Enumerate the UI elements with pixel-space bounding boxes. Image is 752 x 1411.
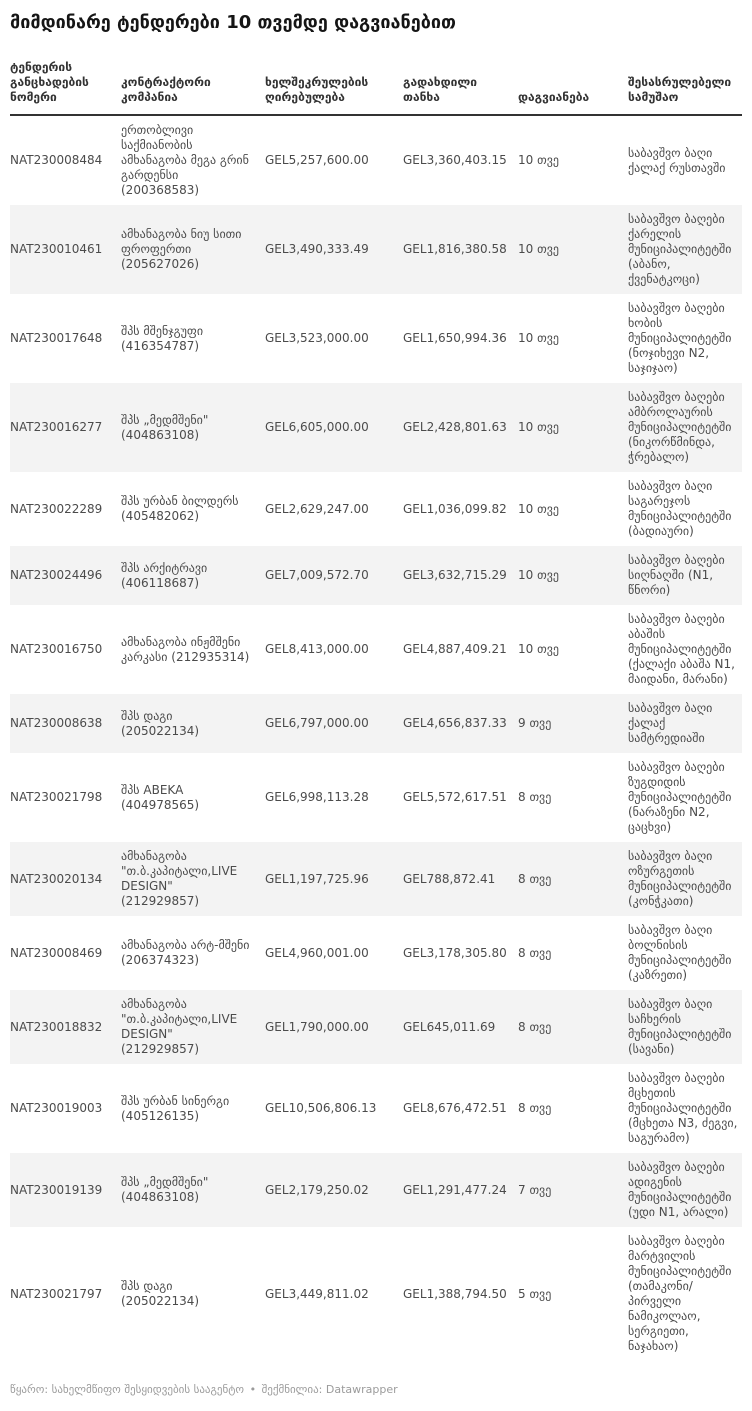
table-cell: NAT230019003 — [10, 1101, 103, 1115]
table-cell: GEL1,291,477.24 — [403, 1182, 507, 1197]
table-cell: ერთობლივი საქმიანობის ამხანაგობა მეგა გრინ გარდენსი (200368583) — [121, 123, 249, 197]
table-cell: GEL5,257,600.00 — [265, 153, 369, 167]
table-cell: 10 თვე — [518, 242, 559, 256]
table-cell: 10 თვე — [518, 642, 559, 656]
table-cell: NAT230008469 — [10, 945, 103, 960]
table-cell: 10 თვე — [518, 153, 559, 167]
table-cell: ამხანაგობა "თ.ბ.კაპიტალი,LIVE DESIGN" (212929857) — [121, 849, 238, 908]
table-row — [10, 472, 742, 546]
table-cell: 10 თვე — [518, 331, 559, 345]
table-cell: საბავშვო ბაღები ადიგენის მუნიციპალიტეტში (უდი N1, არალი) — [628, 1160, 732, 1219]
table-cell: GEL3,632,715.29 — [403, 568, 507, 582]
table-cell: GEL5,572,617.51 — [403, 790, 507, 804]
table-cell: NAT230016277 — [10, 420, 103, 434]
table-row — [10, 605, 742, 694]
column-header-2: ხელშეკრულების ღირებულება — [265, 60, 403, 115]
table-row — [10, 115, 742, 205]
table-cell: 10 თვე — [518, 501, 559, 516]
column-header-3: გადახდილი თანხა — [403, 60, 518, 115]
table-cell: NAT230018832 — [10, 1019, 103, 1034]
table-cell: GEL3,490,333.49 — [265, 242, 369, 256]
table-cell: 9 თვე — [518, 716, 552, 730]
table-cell: NAT230022289 — [10, 501, 103, 516]
table-row — [10, 753, 742, 842]
table-cell: 8 თვე — [518, 1019, 552, 1034]
table-cell: GEL6,797,000.00 — [265, 716, 369, 730]
table-cell: შპს მშენჯგუფი (416354787) — [121, 323, 204, 353]
table-row — [10, 916, 742, 990]
column-header-0: ტენდერის განცხადების ნომერი — [10, 60, 121, 115]
table-cell: საბავშვო ბაღები ამბროლაურის მუნიციპალიტეტში (ნიკორწმინდა, ჭრებალო) — [628, 390, 732, 464]
table-cell: საბავშვო ბაღი საჩხერის მუნიციპალიტეტში (სავანი) — [628, 997, 732, 1056]
footer-separator: • — [249, 1383, 257, 1396]
table-row — [10, 1227, 742, 1361]
table-cell: საბავშვო ბაღი ოზურგეთის მუნიციპალიტეტში (კონჭკათი) — [628, 849, 732, 908]
table-cell: შპს ურბან სინერგი (405126135) — [121, 1093, 230, 1123]
table-cell: GEL1,388,794.50 — [403, 1286, 507, 1301]
table-cell: საბავშვო ბაღები მცხეთის მუნიციპალიტეტში (მცხეთა N3, ძეგვი, საგურამო) — [628, 1071, 738, 1145]
table-cell: NAT230021797 — [10, 1286, 103, 1301]
table-cell: GEL1,790,000.00 — [265, 1019, 369, 1034]
table-cell: GEL2,428,801.63 — [403, 420, 507, 434]
table-cell: GEL645,011.69 — [403, 1019, 496, 1034]
table-cell: GEL1,197,725.96 — [265, 871, 369, 886]
table-cell: GEL2,629,247.00 — [265, 501, 369, 516]
table-cell: NAT230020134 — [10, 871, 103, 886]
table-cell: 8 თვე — [518, 1101, 552, 1115]
table-cell: შპს ურბან ბილდერს (405482062) — [121, 494, 239, 523]
table-cell: შპს დაგი (205022134) — [121, 708, 200, 738]
table-cell: GEL1,816,380.58 — [403, 242, 507, 256]
table-cell: GEL7,009,572.70 — [265, 568, 369, 582]
table-cell: საბავშვო ბაღები მარტვილის მუნიციპალიტეტში (თამაკონი/პირველი ნამიკოლაო, სერგიეთი, ნაჯახაო) — [628, 1234, 732, 1353]
source-line — [10, 1383, 742, 1397]
table-cell: საბავშვო ბაღი ქალაქ სამტრედიაში — [628, 701, 713, 745]
table-cell: NAT230008484 — [10, 153, 103, 167]
table-cell: NAT230017648 — [10, 331, 103, 345]
table-row — [10, 842, 742, 916]
table-cell: NAT230019139 — [10, 1182, 103, 1197]
table-cell: ამხანაგობა ინჟმშენი კარკასი (212935314) — [121, 634, 250, 664]
table-cell: საბავშვო ბაღები ქარელის მუნიციპალიტეტში (აბანო, ქვენატკოცი) — [628, 212, 732, 286]
created-with-label: შექმნილია: — [261, 1383, 323, 1396]
table-cell: შპს „მედმშენი" (404863108) — [121, 1175, 209, 1204]
table-cell: GEL8,413,000.00 — [265, 642, 369, 656]
table-cell: GEL6,998,113.28 — [265, 790, 369, 804]
table-row — [10, 1153, 742, 1227]
table-cell: GEL4,960,001.00 — [265, 945, 369, 960]
table-cell: საბავშვო ბაღები აბაშის მუნიციპალიტეტში (ქალაქი აბაშა N1, მაიდანი, მარანი) — [628, 612, 735, 686]
table-cell: 10 თვე — [518, 420, 559, 434]
table-cell: შპს ABEKA (404978565) — [121, 782, 200, 812]
table-header — [10, 60, 742, 115]
table-row — [10, 546, 742, 605]
table-cell: NAT230010461 — [10, 242, 103, 256]
table-cell: GEL1,036,099.82 — [403, 501, 507, 516]
table-cell: საბავშვო ბაღი საგარეჯოს მუნიციპალიტეტში (ბადიაური) — [628, 479, 732, 538]
table-cell: GEL3,523,000.00 — [265, 331, 369, 345]
table-cell: საბავშვო ბაღი ბოლნისის მუნიციპალიტეტში (კაზრეთი) — [628, 923, 732, 982]
table-row — [10, 1064, 742, 1153]
table-cell: GEL3,360,403.15 — [403, 153, 507, 167]
table-cell: GEL4,656,837.33 — [403, 716, 507, 730]
table-row — [10, 694, 742, 753]
table-cell: შპს „მედმშენი" (404863108) — [121, 412, 209, 442]
table-cell: GEL10,506,806.13 — [265, 1101, 377, 1115]
table-cell: 5 თვე — [518, 1286, 552, 1301]
source-label: წყარო: — [10, 1383, 49, 1396]
chart-title: მიმდინარე ტენდერები 10 თვემდე დაგვიანებით — [10, 12, 456, 33]
table-cell: საბავშვო ბაღები ზუგდიდის მუნიციპალიტეტში (ნარაზენი N2, ცაცხვი) — [628, 760, 732, 834]
table-row — [10, 294, 742, 383]
table-cell: ამხანაგობა "თ.ბ.კაპიტალი,LIVE DESIGN" (212929857) — [121, 997, 238, 1056]
table-cell: შპს არქიტრავი (406118687) — [121, 560, 208, 590]
column-header-5: შესასრულებელი სამუშაო — [628, 60, 742, 115]
table-cell: 7 თვე — [518, 1182, 552, 1197]
table-row — [10, 383, 742, 472]
table-cell: GEL1,650,994.36 — [403, 331, 507, 345]
table-cell: NAT230024496 — [10, 568, 103, 582]
column-header-4: დაგვიანება — [518, 60, 628, 115]
table-cell: 8 თვე — [518, 871, 552, 886]
table-header-row — [10, 60, 742, 115]
table-cell: ამხანაგობა არტ-მშენი (206374323) — [121, 938, 250, 967]
table-cell: GEL788,872.41 — [403, 871, 496, 886]
table-cell: GEL3,449,811.02 — [265, 1286, 369, 1301]
table-cell: GEL3,178,305.80 — [403, 945, 507, 960]
table-cell: NAT230008638 — [10, 716, 103, 730]
table-cell: 10 თვე — [518, 568, 559, 582]
table-row — [10, 990, 742, 1064]
table-cell: NAT230021798 — [10, 790, 103, 804]
column-header-1: კონტრაქტორი კომპანია — [121, 60, 265, 115]
tenders-table — [10, 60, 742, 1361]
table-body — [10, 115, 742, 1361]
table-cell: GEL6,605,000.00 — [265, 420, 369, 434]
source-name: სახელმწიფო შესყიდვების სააგენტო — [51, 1383, 245, 1396]
table-cell: GEL2,179,250.02 — [265, 1182, 369, 1197]
table-cell: GEL8,676,472.51 — [403, 1101, 507, 1115]
table-cell: GEL4,887,409.21 — [403, 642, 507, 656]
table-cell: NAT230016750 — [10, 642, 103, 656]
table-cell: საბავშვო ბაღები ხობის მუნიციპალიტეტში (ნოჯიხევი N2, საჯიჯაო) — [628, 301, 732, 375]
table-cell: საბავშვო ბაღები სიღნაღში (N1, წნორი) — [628, 553, 725, 597]
table-cell: საბავშვო ბაღი ქალაქ რუსთავში — [628, 145, 726, 175]
table-cell: 8 თვე — [518, 945, 552, 960]
table-row — [10, 205, 742, 294]
table-cell: 8 თვე — [518, 790, 552, 804]
datawrapper-link[interactable]: Datawrapper — [325, 1383, 398, 1396]
table-cell: შპს დაგი (205022134) — [121, 1279, 200, 1308]
table-cell: ამხანაგობა ნიუ სითი ფროფერთი (205627026) — [121, 227, 242, 271]
